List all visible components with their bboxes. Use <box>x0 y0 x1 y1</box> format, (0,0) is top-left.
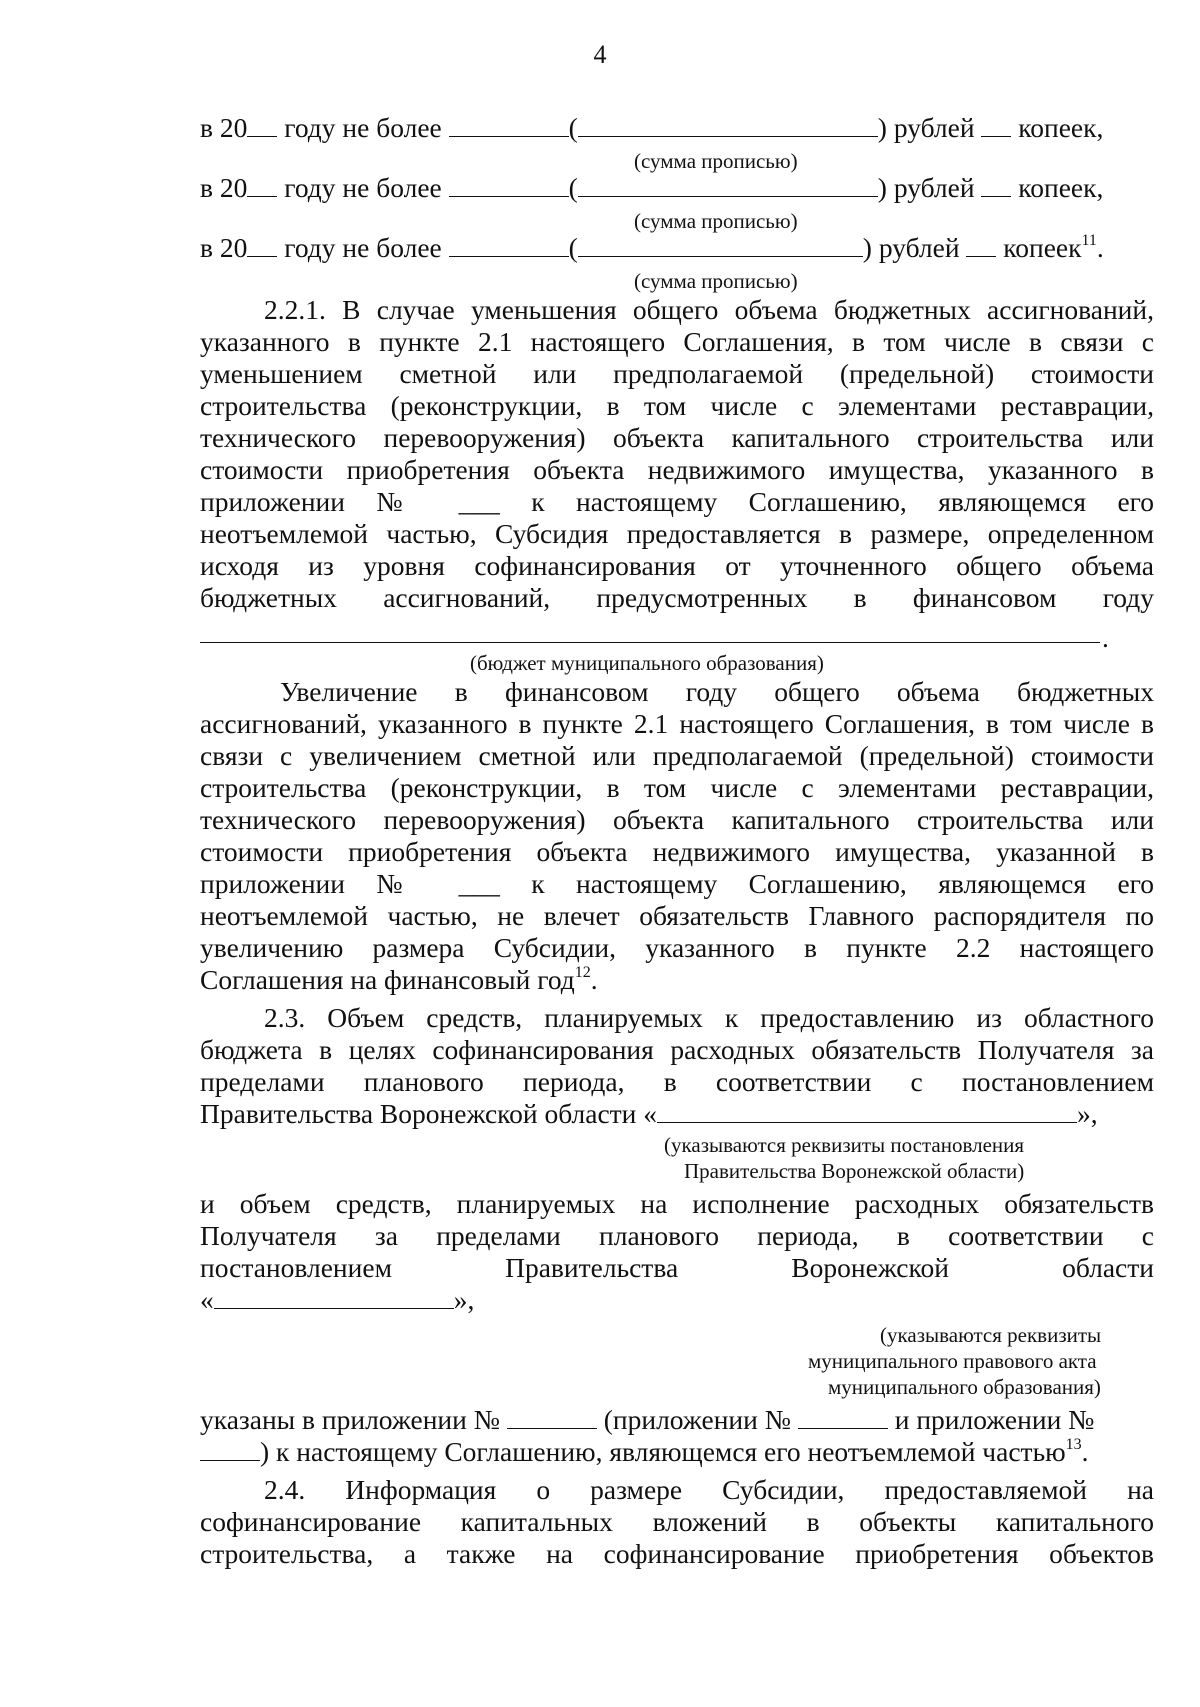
appendix-line-1 <box>200 1404 1154 1436</box>
p23-line-2: пределами планового периода, в соответствии с постановлением <box>200 1066 1154 1097</box>
year-line-3: в 20 году не более ( ) рублей копеек$^{11}$. <box>200 231 1104 263</box>
caption-sum-3: (сумма прописью) <box>634 269 798 293</box>
quote-close: », <box>453 1284 475 1315</box>
p23-line-1: бюджета в целях софинансирования расходных обязательств Получателя за <box>200 1034 1154 1065</box>
p221-line-2: уменьшением сметной или предполагаемой (предельной) стоимости <box>200 358 1154 389</box>
increase-last-text: Соглашения на финансовый год <box>200 964 575 995</box>
year-rubles: ) рублей <box>862 232 967 263</box>
year-rubles: ) рублей <box>877 112 982 143</box>
increase-line-9: Соглашения на финансовый год$^{12}$. <box>200 963 598 995</box>
budget-blank-line <box>200 642 1100 643</box>
increase-line-3: строительства (реконструкции, в том числе с элементами реставрации, <box>200 772 1154 803</box>
p221-line-3: строительства (реконструкции, в том числе с элементами реставрации, <box>200 390 1154 421</box>
year-line-2: в 20 году не более ( ) рублей копеек, <box>200 172 1104 203</box>
p221-line-1: указанного в пункте 2.1 настоящего Соглашения, в том числе в связи с <box>200 326 1154 357</box>
period: . <box>1102 622 1109 653</box>
increase-line-7: неотъемлемой частью, не влечет обязательств Главного распорядителя по <box>200 900 1154 931</box>
year-kopecks: копеек, <box>1011 112 1104 143</box>
gov-text: Правительства Воронежской области « <box>200 1098 658 1129</box>
year-kopecks: копеек, <box>1011 172 1104 203</box>
year-line-1: в 20 году не более ( ) рублей копеек, <box>200 112 1104 143</box>
appendix-text-b: (приложении № <box>596 1404 798 1435</box>
p23b-line-0: и объем средств, планируемых на исполнение расходных обязательств <box>200 1188 1154 1219</box>
p24-line-0: 2.4. Информация о размере Субсидии, предоставляемой на <box>264 1474 1154 1505</box>
appendix-text-a: указаны в приложении № <box>200 1404 507 1435</box>
increase-line-8: увеличению размера Субсидии, указанного в пункте 2.2 настоящего <box>200 932 1154 963</box>
caption-gov-2: Правительства Воронежской области) <box>684 1159 1025 1183</box>
p23-line-0: 2.3. Объем средств, планируемых к предоставлению из областного <box>264 1002 1154 1033</box>
year-prefix: в 20 <box>200 172 248 203</box>
year-rubles: ) рублей <box>877 172 982 203</box>
appendix-text-c: и приложении № <box>887 1404 1095 1435</box>
appendix-text-d: ) к настоящему Соглашению, являющемся его неотъемлемой частью <box>260 1436 1066 1467</box>
footnote-ref-11: 11 <box>1081 231 1097 249</box>
p23b-line-3 <box>200 1284 1154 1316</box>
p23-line-3 <box>200 1098 1154 1130</box>
increase-line-0: Увеличение в финансовом году общего объема бюджетных <box>280 676 1154 707</box>
p221-line-9: бюджетных ассигнований, предусмотренных в финансовом году <box>200 582 1154 613</box>
increase-line-2: связи с увеличением сметной или предполагаемой (предельной) стоимости <box>200 740 1154 771</box>
increase-line-5: стоимости приобретения объекта недвижимого имущества, указанной в <box>200 836 1154 867</box>
page-number: 4 <box>593 40 607 69</box>
p221-line-5: стоимости приобретения объекта недвижимого имущества, указанного в <box>200 454 1154 485</box>
p221-line-0: 2.2.1. В случае уменьшения общего объема бюджетных ассигнований, <box>264 294 1154 325</box>
caption-gov-1: (указываются реквизиты постановления <box>664 1133 1025 1157</box>
year-mid: году не более <box>277 232 449 263</box>
caption-municipal-3: муниципального образования) <box>828 1375 1101 1399</box>
year-prefix: в 20 <box>200 232 248 263</box>
p221-line-8: исходя из уровня софинансирования от уточненного общего объема <box>200 550 1154 581</box>
footnote-ref-13: 13 <box>1065 1435 1082 1453</box>
caption-budget: (бюджет муниципального образования) <box>470 651 824 675</box>
p221-line-7: неотъемлемой частью, Субсидия предоставляется в размере, определенном <box>200 518 1154 549</box>
caption-sum-2: (сумма прописью) <box>634 209 798 233</box>
gov-quote-close: », <box>1077 1098 1098 1129</box>
caption-sum-1: (сумма прописью) <box>634 149 798 173</box>
quote-open: « <box>200 1284 214 1315</box>
period: . <box>1096 232 1104 263</box>
period: . <box>1081 1436 1089 1467</box>
year-prefix: в 20 <box>200 112 248 143</box>
caption-municipal-2: муниципального правового акта <box>808 1349 1097 1373</box>
p24-line-2: строительства, а также на софинансирование приобретения объектов <box>200 1538 1154 1569</box>
year-mid: году не более <box>277 112 449 143</box>
caption-municipal-1: (указываются реквизиты <box>880 1323 1102 1347</box>
appendix-line-2 <box>200 1436 1154 1468</box>
p23b-line-2: постановлением Правительства Воронежской области <box>200 1252 1154 1283</box>
increase-line-6: приложении № ___ к настоящему Соглашению, являющемся его <box>200 868 1154 899</box>
increase-line-1: ассигнований, указанного в пункте 2.1 настоящего Соглашения, в том числе в <box>200 708 1154 739</box>
increase-line-4: технического перевооружения) объекта капитального строительства или <box>200 804 1154 835</box>
p221-line-6: приложении № ___ к настоящему Соглашению, являющемся его <box>200 486 1154 517</box>
footnote-ref-12: 12 <box>574 963 591 981</box>
p221-line-4: технического перевооружения) объекта капитального строительства или <box>200 422 1154 453</box>
p23b-line-1: Получателя за пределами планового периода, в соответствии с <box>200 1220 1154 1251</box>
p24-line-1: софинансирование капитальных вложений в объекты капитального <box>200 1506 1154 1537</box>
year-kopecks: копеек <box>996 232 1082 263</box>
year-mid: году не более <box>277 172 449 203</box>
